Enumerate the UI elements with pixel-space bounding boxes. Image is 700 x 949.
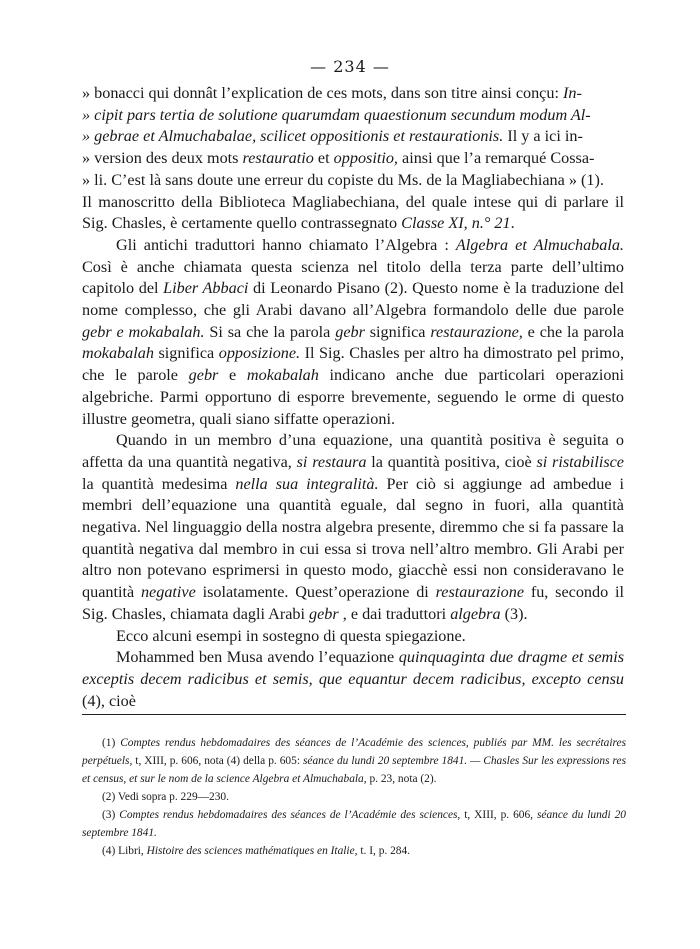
paragraph-manuscript: Il manoscritto della Biblioteca Magliabechiana, del quale intese qui di parlare il Sig. Chasles, è certamente quello contrassegnato Classe XI, n.° 21.: [82, 192, 624, 233]
footnote-2: (2) Vedi sopra p. 229—230.: [102, 791, 229, 803]
footnotes: [82, 734, 626, 860]
footnote-3: (3) Comptes rendus hebdomadaires des séances de l’Académie des sciences, t, XIII, p. 606, séance du lundi 20 septembre 1841.: [82, 809, 626, 839]
footnote-4: (4) Libri, Histoire des sciences mathématiques en Italie, t. I, p. 284.: [102, 845, 411, 857]
paragraph-mohammed: Mohammed ben Musa avendo l’equazione quinquaginta due dragme et semis exceptis decem radicibus et semis, que equantur decem radicibus, excepto censu (4), cioè: [82, 648, 624, 710]
footnote-1: (1) Comptes rendus hebdomadaires des séances de l’Académie des sciences, publiés par MM. les secrétaires perpétuels, t, XIII, p. 606, nota (4) della p. 605: séance du lundi 20 septembre 1841. — Chasles Sur les expressions res et census, et sur le nom de la science Algebra et Almuchabala, p. 23, nota (2).: [82, 737, 626, 785]
main-text: [82, 83, 624, 712]
footnote-divider: [82, 714, 626, 715]
paragraph-examples: Ecco alcuni esempi in sostegno di questa spiegazione.: [116, 626, 466, 645]
quoted-passage: » bonacci qui donnât l’explication de ces mots, dans son titre ainsi conçu: In- » cipit pars tertia de solutione quarumdam quaestionum secundum modum Al- » gebrae et Almuchabalae, scilicet oppositionis et restaurationis. Il y a ici in- » version des deux mots restauratio et oppositio, ainsi que l’a remarqué Cossa- » li. C’est là sans doute une erreur du copiste du Ms. de la Magliabechiana » (1).: [82, 84, 604, 189]
paragraph-restauration: Quando in un membro d’una equazione, una quantità positiva è seguita o affetta da una quantità negativa, si restaura la quantità positiva, cioè si ristabilisce la quantità medesima nella sua integralità. Per ciò si aggiunge ad ambedue i membri dell’equazione una quantità eguale, dal segno in fuori, alla quantità negativa. Nel linguaggio della nostra algebra presente, diremmo che si fa passare la quantità negativa dal membro in cui essa si trova nell’altro membro. Gli Arabi per altro non potevano esprimersi in questo modo, giacchè essi non consideravano le quantità negative isolatamente. Quest’operazione di restaurazione fu, secondo il Sig. Chasles, chiamata dagli Arabi gebr , e dai traduttori algebra (3).: [82, 431, 624, 623]
page-number: — 234 —: [310, 57, 390, 76]
paragraph-algebra-name: Gli antichi traduttori hanno chiamato l’Algebra : Algebra et Almuchabala. Così è anche chiamata questa scienza nel titolo della terza parte dell’ultimo capitolo del Liber Abbaci di Leonardo Pisano (2). Questo nome è la traduzione del nome complesso, che gli Arabi davano all’Algebra formandolo delle due parole gebr e mokabalah. Si sa che la parola gebr significa restaurazione, e che la parola mokabalah significa opposizione. Il Sig. Chasles per altro ha dimostrato pel primo, che le parole gebr e mokabalah indicano anche due particolari operazioni algebriche. Parmi opportuno di esporre brevemente, seguendo le orme di questo illustre geometra, quali siano siffatte operazioni.: [82, 235, 625, 428]
